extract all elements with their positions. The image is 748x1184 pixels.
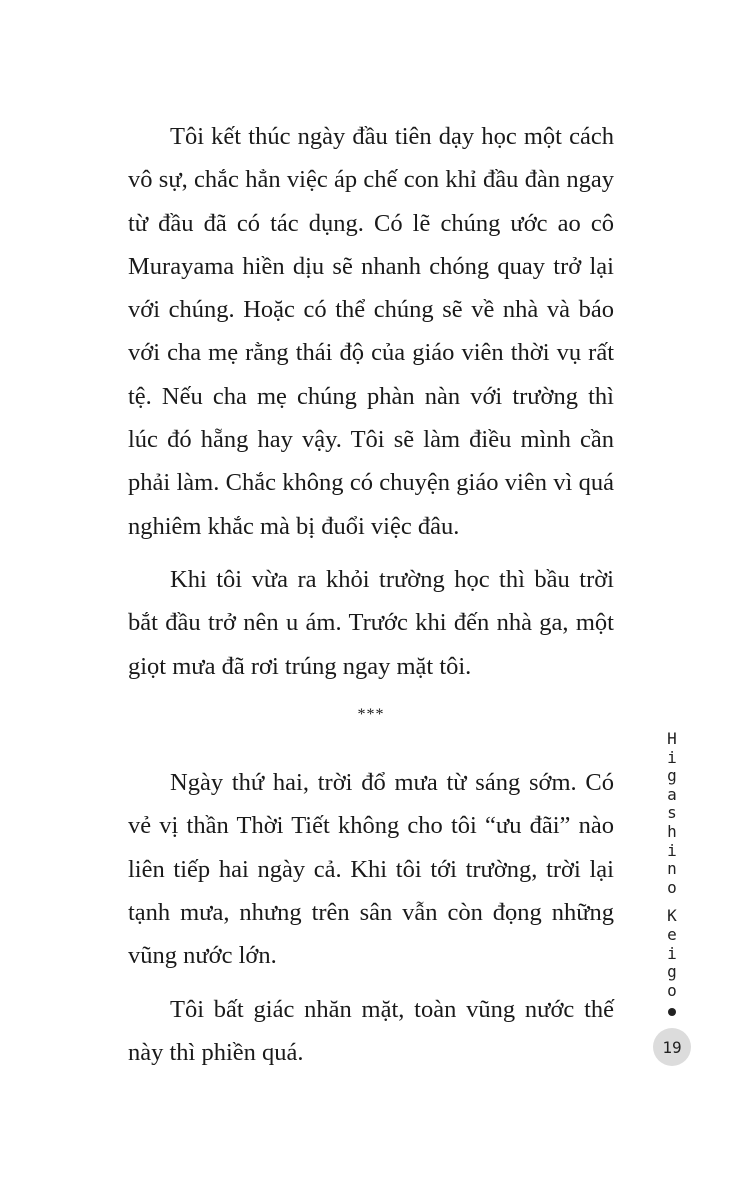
- page-number: 19: [653, 1028, 691, 1066]
- paragraph: Tôi kết thúc ngày đầu tiên dạy học một cách vô sự, chắc hẳn việc áp chế con khỉ đầu đàn ngay từ đầu đã có tác dụng. Có lẽ chúng ước ao cô Murayama hiền dịu sẽ nhanh chóng quay trở lại với chúng. Hoặc có thể chúng sẽ về nhà và báo với cha mẹ rằng thái độ của giáo viên thời vụ rất tệ. Nếu cha mẹ chúng phàn nàn với trường thì lúc đó hẵng hay vậy. Tôi sẽ làm điều mình cần phải làm. Chắc không có chuyện giáo viên vì quá nghiêm khắc mà bị đuổi việc đâu.: [128, 123, 614, 540]
- paragraph-block-1: [128, 115, 614, 548]
- paragraph-block-2: [128, 558, 614, 688]
- paragraph: Khi tôi vừa ra khỏi trường học thì bầu trời bắt đầu trở nên u ám. Trước khi đến nhà ga, một giọt mưa đã rơi trúng ngay mặt tôi.: [128, 566, 614, 680]
- author-letter: i: [667, 943, 677, 963]
- author-letter: e: [667, 924, 677, 944]
- paragraph: Tôi bất giác nhăn mặt, toàn vũng nước thế này thì phiền quá.: [128, 996, 614, 1067]
- author-letter: n: [667, 859, 677, 879]
- author-letter: s: [667, 803, 677, 823]
- author-letter: o: [667, 877, 677, 897]
- author-letter: a: [667, 784, 677, 804]
- author-letter: h: [667, 821, 677, 841]
- bullet-dot-icon: [668, 1008, 676, 1016]
- author-letter: K: [667, 906, 677, 926]
- author-letter: g: [667, 766, 677, 786]
- paragraph: Ngày thứ hai, trời đổ mưa từ sáng sớm. Có vẻ vị thần Thời Tiết không cho tôi “ưu đãi” nào liên tiếp hai ngày cả. Khi tôi tới trường, trời lại tạnh mưa, nhưng trên sân vẫn còn đọng những vũng nước lớn.: [128, 769, 614, 970]
- author-letter: g: [667, 962, 677, 982]
- paragraph-block-4: [128, 988, 614, 1075]
- author-letter: H: [667, 729, 677, 748]
- author-letter: i: [667, 840, 677, 860]
- running-sidebar: [652, 730, 692, 1066]
- scene-break: ***: [357, 706, 385, 723]
- paragraph-block-3: [128, 761, 614, 977]
- author-letter: o: [667, 980, 677, 1000]
- author-letter: i: [667, 747, 677, 767]
